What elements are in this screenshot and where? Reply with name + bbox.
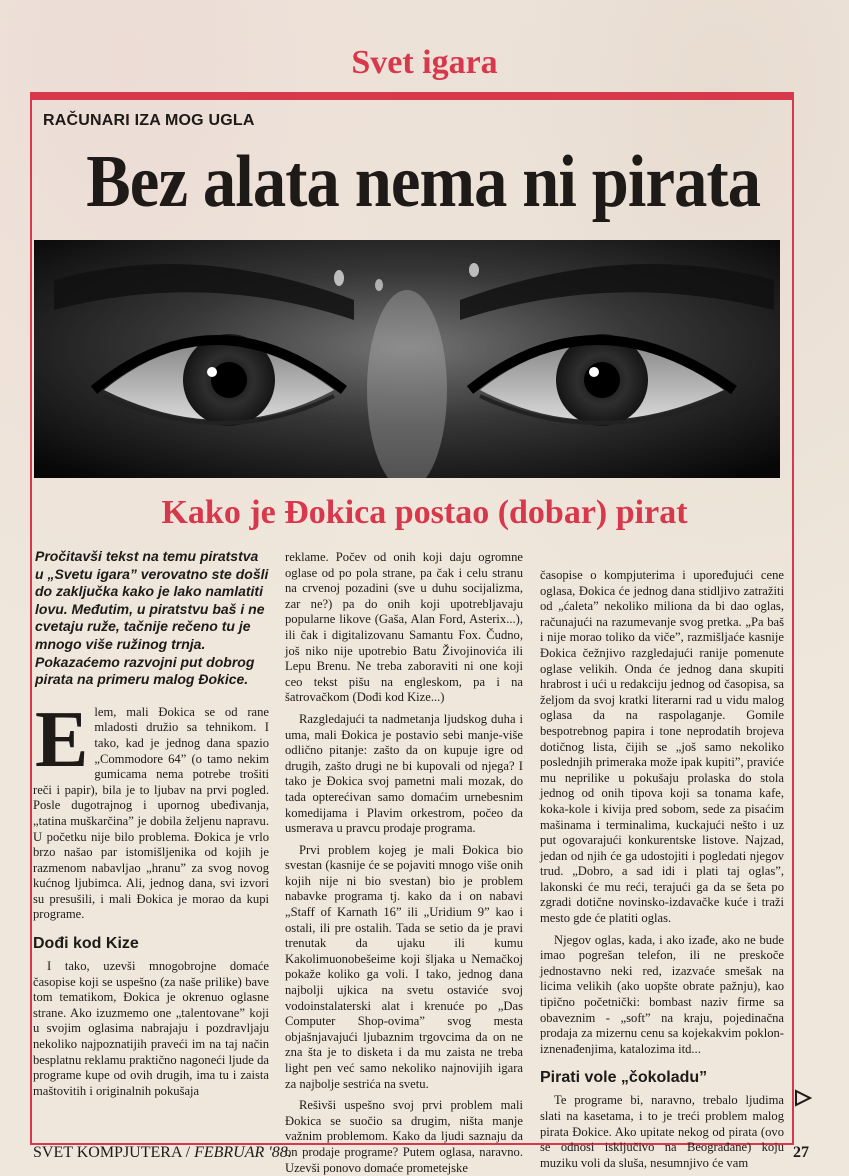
eyes-photo — [34, 240, 780, 478]
footer-separator: / — [181, 1144, 195, 1161]
subheading-kize: Dođi kod Kize — [33, 935, 139, 953]
column-2 — [285, 550, 523, 1176]
body-paragraph: Njegov oglas, kada, i ako izađe, ako ne bude imao pogrešan telefon, ili ne preskoče jednostavno neki red, izazvaće smešak na licima velikih (ako uopšte obrate pažnju), kao tipično početnički: bombast naziv firme sa obaveznim - „soft” na kraju, pojedinačna prodaja za mizernu cenu sa kojekakvim poklon-iznenađenjima, katalozima itd... — [540, 932, 784, 1056]
frame-top-bar — [30, 92, 794, 100]
footer-date: FEBRUAR '88. — [194, 1144, 292, 1161]
column-3 — [540, 568, 784, 1171]
body-paragraph: reklame. Počev od onih koji daju ogromne oglase od po pola strane, pa čak i celu stranu na crvenoj pozadini (sve u duhu socijalizma, zar ne?) pa do onih koji upotrebljavaju popularne likove (Gaša, Alan Ford, Asterix...), ili čak i digitalizovanu Samantu Fox. Čudno, još niko nije upotrebio Batu Živojinovića ili Lepu Brenu. Ne treba zaboraviti ni one koji ceo tekst pišu na engleskom, pa i na šatrovačkom (Dođi kod Kize...) — [285, 550, 523, 705]
body-paragraph: lem, mali Đokica se od rane mladosti družio sa tehnikom. I tako, kad je jednog dana spazio „Commodore 64” (o tamo nekim gumicama nema potrebe trošiti reči i papir), bila je to ljubav na prvi pogled. Posle dugotrajnog i upornog ubeđivanja, „tatina muškarčina” je dobila željenu napravu. U početku nije bilo problema. Đokica je vrlo brzo našao par istomišljenika od kojih je razmenom nabavljao „hranu” za svog novog kućnog ljubimca. Ali, jednog dana, svi izvori su presušili, i mali Đokica je morao da kupi programe. — [33, 704, 269, 922]
footer-magazine-info — [33, 1144, 292, 1162]
drop-cap: E — [35, 695, 89, 784]
body-paragraph: Rešivši uspešno svoj prvi problem mali Đokica se suočio sa drugim, ništa manje važnim problemom. Kako da ljudi saznaju da on prodaje programe? Putem oglasa, naravno. Uzevši ponovo domaće prometejske — [285, 1098, 523, 1175]
kicker: RAČUNARI IZA MOG UGLA — [43, 112, 255, 129]
footer-magazine-name: SVET KOMPJUTERA — [33, 1144, 182, 1161]
body-paragraph: Te programe bi, naravno, trebalo ljudima slati na kasetama, i to je treći problem malog pirata Đokice. Ako upitate nekog od pirata (ovo se odnosi isključivo na Beograđane) koju muziku voli da sluša, nesumnjivo će vam — [540, 1093, 784, 1170]
subhead: Kako je Đokica postao (dobar) pirat — [161, 494, 688, 531]
continue-arrow-icon — [793, 1088, 813, 1108]
page-number: 27 — [793, 1144, 809, 1161]
headline: Bez alata nema ni pirata — [86, 141, 761, 223]
column-1 — [33, 548, 269, 1099]
subheading-cokolada: Pirati vole „čokoladu” — [540, 1069, 708, 1087]
lead-paragraph: Pročitavši tekst na temu piratstva u „Svetu igara” verovatno ste došli do zaključka kako je lako namlatiti lovu. Međutim, u piratstvu baš i ne cvetaju ruže, tačnije rečeno tu je mnogo više ružinog trnja. Pokazaćemo razvojni put dobrog pirata na primeru malog Đokice. — [35, 548, 269, 688]
body-paragraph: Razgledajući ta nadmetanja ljudskog duha i uma, mali Đokica je postavio sebi manje-više odlično pitanje: zašto da on kupuje igre od drugih, zašto drugi ne bi kupovali od njega? I tako je Đokica svoj pametni mali mozak, do tada opterećivan samo domaćim urnebesnim komedijama i Plavim orkestrom, počeo da usmerava u pravcu prodaje programa. — [285, 711, 523, 836]
body-paragraph: časopise o kompjuterima i upoređujući cene oglasa, Đokica će jednog dana stidljivo zatražiti od „ćaleta” nekoliko miliona da bi dao oglas, računajući na razumevanje svog pretka. „Pa baš i nije morao toliko da viče”, razmišljaće kasnije Đokica čežnjivo razgledajući ranije pomenute oglase velikih. Onda će jednog dana skupiti hrabrost i ući u redakciju jednog od časopisa, sa željom da svoj kratki literarni rad u vidu malog oglasa da na raspolaganje. Gomile bespotrebnog papira i tone neprodatih brojeva dotičnog lista, čijih se „još samo nekoliko poslednjih primeraka može ipak kupiti”, praviće mu neprilike u pokušaju prolaska do stola jednog od onih tipova koji sa tonama kafe, koka-kole i kivija pred sobom, sede za pisaćim mašinama i terminalima, kuckajući nešto i uz put ogovarajući konkurentske listove. Najzad, jedan od njih će ga udostojiti i pogledati njegov trud. „Dobro, a sad idi i plati taj oglas”, lakonski će mu reći, terajući ga da se šeta po zgradi dotične novinsko-izdavačke kuće i traži mesto gde će platiti oglas. — [540, 568, 784, 926]
section-title: Svet igara — [351, 44, 498, 81]
body-paragraph: I tako, uzevši mnogobrojne domaće časopise koji se uspešno (za naše prilike) bave tom tematikom, Đokica je okrenuo oglasne strane. Ako izuzmemo one „talentovane” koji u svojim oglasima nabrajaju i pozdravljaju nekoliko najpoznatijih praveći im na taj način besplatnu reklamu praktično nagoneći ljude da programe kupe od ovih drugih, ima tu i zaista maštovitih i originalnih pokušaja — [33, 959, 269, 1098]
body-paragraph: Prvi problem kojeg je mali Đokica bio svestan (kasnije će se pojaviti mnogo više onih kojih nije ni bio svestan) bio je problem nabavke programa tj. kako da i on nabavi „Staff of Karnath 16” ili „Uridium 9” kao i ostali, ili pre ostalih. Tada se setio da je pravi trenutak da ujaku ili kumu Kakolimuonobešeime koji šljaka u Nemačkoj pokaže koliko ga voli. I tako, jednog dana najbolji ujkica na svetu ostaviće svoj vodoinstalaterski alat i krenuće po „Das Computer Shop-ovima” svog mesta objašnjavajući ljubaznim trgovcima da on ne zna šta je to disketa i da mu zaista ne treba light pen već samo nekoliko najnovijih igara za najbolje sestrića na svetu. — [285, 842, 523, 1091]
